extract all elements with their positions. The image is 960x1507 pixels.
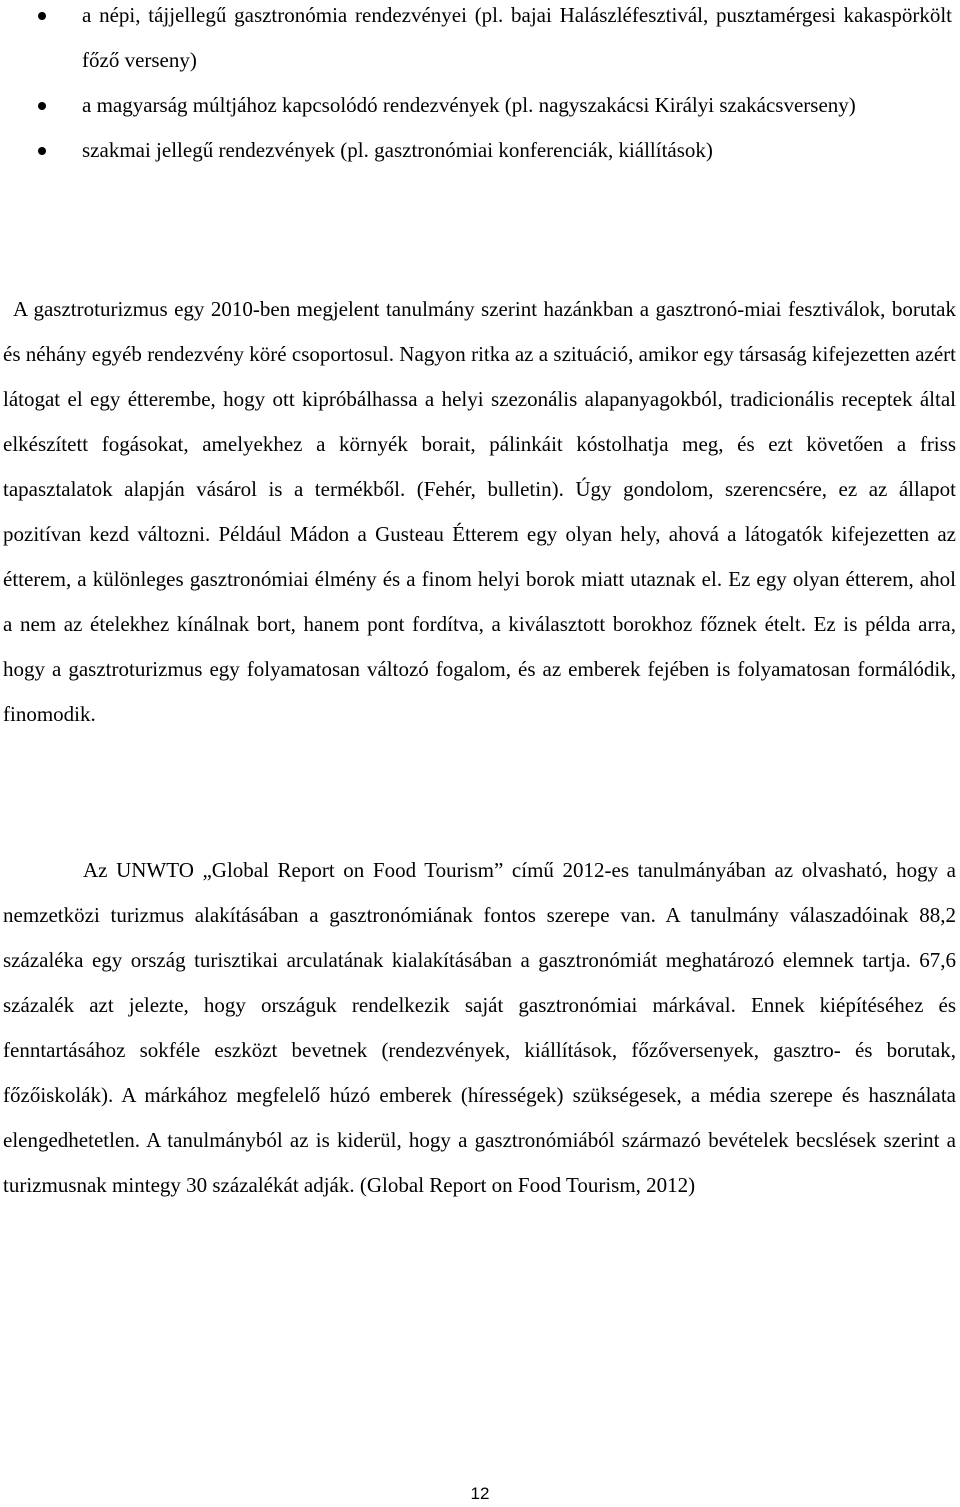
sentence: Például Mádon a Gusteau Étterem egy olyan hely, ahová a látogatók kifejezetten az étterem, a különleges gasztronómiai élmény és a finom helyi borok miatt utaznak el. [3,522,956,591]
sentence: Ez is példa arra, hogy a gasztroturizmus egy folyamatosan változó fogalom, és az emberek fejében is folyamatosan formálódik, finomodik. [3,612,957,726]
sentence: A tanulmányból az is kiderül, hogy a gasztronómiából származó bevételek becslések szerint a turizmusnak mintegy 30 százalékát adják. (Global Report on Food Tourism, 2012) [3,1128,957,1197]
sentence: Nagyon ritka az a szituáció, amikor egy társaság kifejezetten azért látogat el egy étterembe, hogy ott kipróbálhassa a helyi szezonális alapanyagokból, tradicionális receptek által elkészített fogásokat, amelyekhez a környék borait, pálinkáit kóstolhatja meg, és ezt követően a friss tapasztalatok alapján vásárol is a termékből. (Fehér, bulletin). [3,342,957,501]
page-number: 12 [470,1484,490,1503]
sentence: Az UNWTO „Global Report on Food Tourism” című 2012-es tanulmányában az olvasható, hogy a nemzetközi turizmus alakításában a gasztronómiának fontos szerepe van. [3,858,956,927]
bullet-text: a magyarság múltjához kapcsolódó rendezvények (pl. nagyszakácsi Királyi szakácsverseny) [82,93,856,117]
sentence: 67,6 százalék azt jelezte, hogy országuk rendelkezik saját gasztronómiai márkával. [3,948,957,1017]
bullet-icon [38,147,46,155]
paragraph-unwto-report [3,848,956,1208]
sentence: Ez egy olyan étterem, ahol a nem az ételekhez kínálnak bort, hanem pont fordítva, a kiválasztott borokhoz főznek ételt. [3,567,957,636]
sentence: Ennek kiépítéséhez és fenntartásához sokféle eszközt bevetnek (rendezvények, kiállítások, főzőversenyek, gasztro- és borutak, főzőiskolák). [3,993,957,1107]
bullet-item [0,128,960,173]
bullet-list [0,0,960,173]
bullet-icon [38,12,46,20]
sentence: Úgy gondolom, szerencsére, ez az állapot pozitívan kezd változni. [3,477,956,546]
sentence: A tanulmány válaszadóinak 88,2 százaléka egy ország turisztikai arculatának kialakításában a gasztronómiát meghatározó elemnek tartja. [3,903,956,972]
sentence: A gasztroturizmus egy 2010-ben megjelent tanulmány szerint hazánkban a gasztronó-miai fesztiválok, borutak és néhány egyéb rendezvény köré csoportosul. [3,297,956,366]
bullet-text: a népi, tájjellegű gasztronómia rendezvényei (pl. bajai Halászléfesztivál, pusztamérgesi kakaspörkölt főző verseny) [82,3,952,72]
bullet-item [0,83,960,128]
bullet-item [0,0,960,83]
bullet-text: szakmai jellegű rendezvények (pl. gasztronómiai konferenciák, kiállítások) [82,138,713,162]
paragraph-gastrotourism-hungary [3,287,956,737]
sentence: A márkához megfelelő húzó emberek (hírességek) szükségesek, a média szerepe és használata elengedhetetlen. [3,1083,956,1152]
bullet-icon [38,102,46,110]
